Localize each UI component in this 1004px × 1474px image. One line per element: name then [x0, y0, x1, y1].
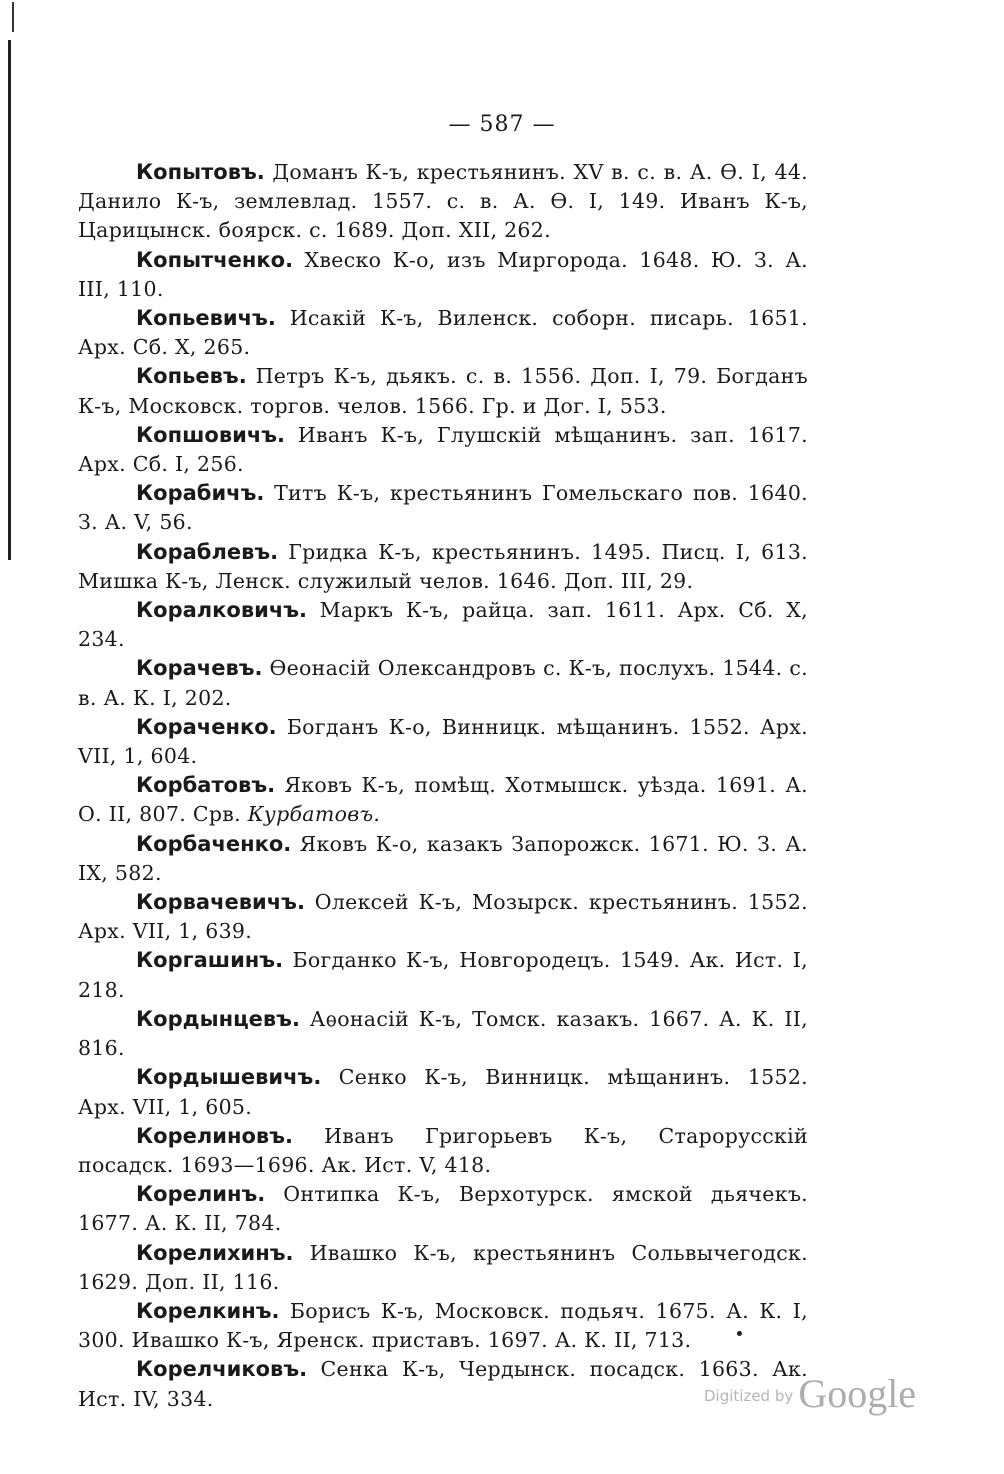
entry-headword: Копшовичъ.: [136, 422, 286, 447]
dictionary-entry: [78, 246, 808, 304]
dictionary-entry: [78, 946, 808, 1004]
entry-text: Иванъ Григорьевъ К-ъ, Старорусскій посадск. 1693—1696. Ак. Ист. V, 418.: [78, 1123, 808, 1177]
entry-text: Ивашко К-ъ, крестьянинъ Сольвычегодск. 1629. Доп. II, 116.: [78, 1240, 808, 1294]
entry-headword: Корачевъ.: [136, 656, 263, 681]
dictionary-entry: [78, 830, 808, 888]
entry-text: Олексей К-ъ, Мозырск. крестьянинъ. 1552. Арх. VII, 1, 639.: [78, 890, 808, 944]
dictionary-entry: [78, 713, 808, 771]
entry-text: Ѳеонасій Олександровъ с. К-ъ, послухъ. 1544. с. в. А. К. I, 202.: [78, 656, 808, 710]
digitized-by-google-watermark: [704, 1370, 916, 1417]
entry-text: Сенка К-ъ, Чердынск. посадск. 1663. Ак. Ист. IV, 334.: [78, 1357, 808, 1411]
entry-headword: Кордынцевъ.: [136, 1006, 300, 1031]
dictionary-entry: [78, 1180, 808, 1238]
entry-headword: Кордышевичъ.: [136, 1065, 322, 1090]
dictionary-entry: [78, 1239, 808, 1297]
entry-text: Гридка К-ъ, крестьянинъ. 1495. Писц. I, 613. Мишка К-ъ, Ленск. служилый челов. 1646. Доп. III, 29.: [78, 539, 808, 593]
dictionary-entry: [78, 304, 808, 362]
entry-headword: Коралковичъ.: [136, 598, 308, 623]
entry-text: Сенко К-ъ, Винницк. мѣщанинъ. 1552. Арх. VII, 1, 605.: [78, 1065, 808, 1119]
page-number: — 587 —: [448, 112, 556, 137]
dictionary-entry: [78, 479, 808, 537]
google-logo: Google: [798, 1371, 917, 1416]
entry-headword: Корелинъ.: [136, 1182, 266, 1207]
entry-text: Доманъ К-ъ, крестьянинъ. XV в. с. в. А. Ѳ. I, 44. Данило К-ъ, землевлад. 1557. с. в. А. Ѳ. I, 149. Иванъ К-ъ, Царицынск. боярск. с. 1689. Доп. XII, 262.: [78, 160, 808, 243]
ink-speck: [737, 1331, 742, 1336]
entry-headword: Корбаченко.: [136, 831, 292, 856]
entry-headword: Копытченко.: [136, 247, 294, 272]
dictionary-entry: [78, 1297, 808, 1355]
entry-headword: Корабичъ.: [136, 481, 265, 506]
entry-headword: Копьевъ.: [136, 364, 247, 389]
dictionary-entry: [78, 654, 808, 712]
entry-headword: Кораблевъ.: [136, 539, 279, 564]
entry-headword: Кораченко.: [136, 714, 277, 739]
entry-text: Хвеско К-о, изъ Миргорода. 1648. Ю. З. А. III, 110.: [78, 247, 808, 301]
entry-headword: Корвачевичъ.: [136, 890, 305, 915]
dictionary-entry: [78, 771, 808, 829]
entry-headword: Корбатовъ.: [136, 773, 276, 798]
entry-text: Маркъ К-ъ, райца. зап. 1611. Арх. Сб. X, 234.: [78, 598, 808, 652]
entry-text: Яковъ К-о, казакъ Запорожск. 1671. Ю. З. А. IX, 582.: [78, 831, 808, 885]
dictionary-entry: [78, 538, 808, 596]
entry-text: Яковъ К-ъ, помѣщ. Хотмышск. уѣзда. 1691. А. О. II, 807. Срв.: [78, 773, 808, 827]
dictionary-entry: [78, 1355, 808, 1413]
scan-edge-mark: [12, 2, 14, 32]
entry-headword: Корелиновъ.: [136, 1123, 293, 1148]
entry-text: Исакій К-ъ, Виленск. соборн. писарь. 1651. Арх. Сб. X, 265.: [78, 306, 808, 360]
entry-text: Титъ К-ъ, крестьянинъ Гомельскаго пов. 1640. З. А. V, 56.: [78, 481, 808, 535]
entry-headword: Корелчиковъ.: [136, 1357, 308, 1382]
entry-text: Иванъ К-ъ, Глушскій мѣщанинъ. зап. 1617. Арх. Сб. I, 256.: [78, 422, 808, 477]
cross-reference: Курбатовъ.: [247, 802, 381, 827]
dictionary-entry: [78, 888, 808, 946]
entry-text: Петръ К-ъ, дьякъ. с. в. 1556. Доп. I, 79. Богданъ К-ъ, Московск. торгов. челов. 1566. Гр. и Дог. I, 553.: [78, 364, 808, 418]
dictionary-entries: [78, 158, 808, 1414]
dictionary-entry: [78, 1122, 808, 1180]
watermark-small-text: Digitized by: [704, 1387, 794, 1405]
entry-headword: Копьевичъ.: [136, 306, 276, 331]
entry-headword: Корелихинъ.: [136, 1240, 294, 1265]
entry-headword: Копытовъ.: [136, 160, 265, 184]
entry-text: Аѳонасій К-ъ, Томск. казакъ. 1667. А. К. II, 816.: [78, 1006, 808, 1061]
dictionary-entry: [78, 362, 808, 420]
dictionary-entry: [78, 1063, 808, 1121]
dictionary-entry: [78, 1005, 808, 1063]
entry-headword: Корелкинъ.: [136, 1298, 280, 1323]
entry-headword: Коргашинъ.: [136, 948, 284, 973]
entry-text: Борисъ К-ъ, Московск. подьяч. 1675. А. К. I, 300. Ивашко К-ъ, Яренск. приставъ. 1697. А. К. II, 713.: [78, 1298, 808, 1353]
dictionary-entry: [78, 158, 808, 246]
entry-text: Онтипка К-ъ, Верхотурск. ямской дьячекъ. 1677. А. К. II, 784.: [78, 1182, 808, 1236]
dictionary-entry: [78, 421, 808, 479]
entry-text: Богданко К-ъ, Новгородецъ. 1549. Ак. Ист. I, 218.: [78, 948, 808, 1002]
dictionary-entry: [78, 596, 808, 654]
entry-text: Богданъ К-о, Винницк. мѣщанинъ. 1552. Арх. VII, 1, 604.: [78, 714, 808, 769]
